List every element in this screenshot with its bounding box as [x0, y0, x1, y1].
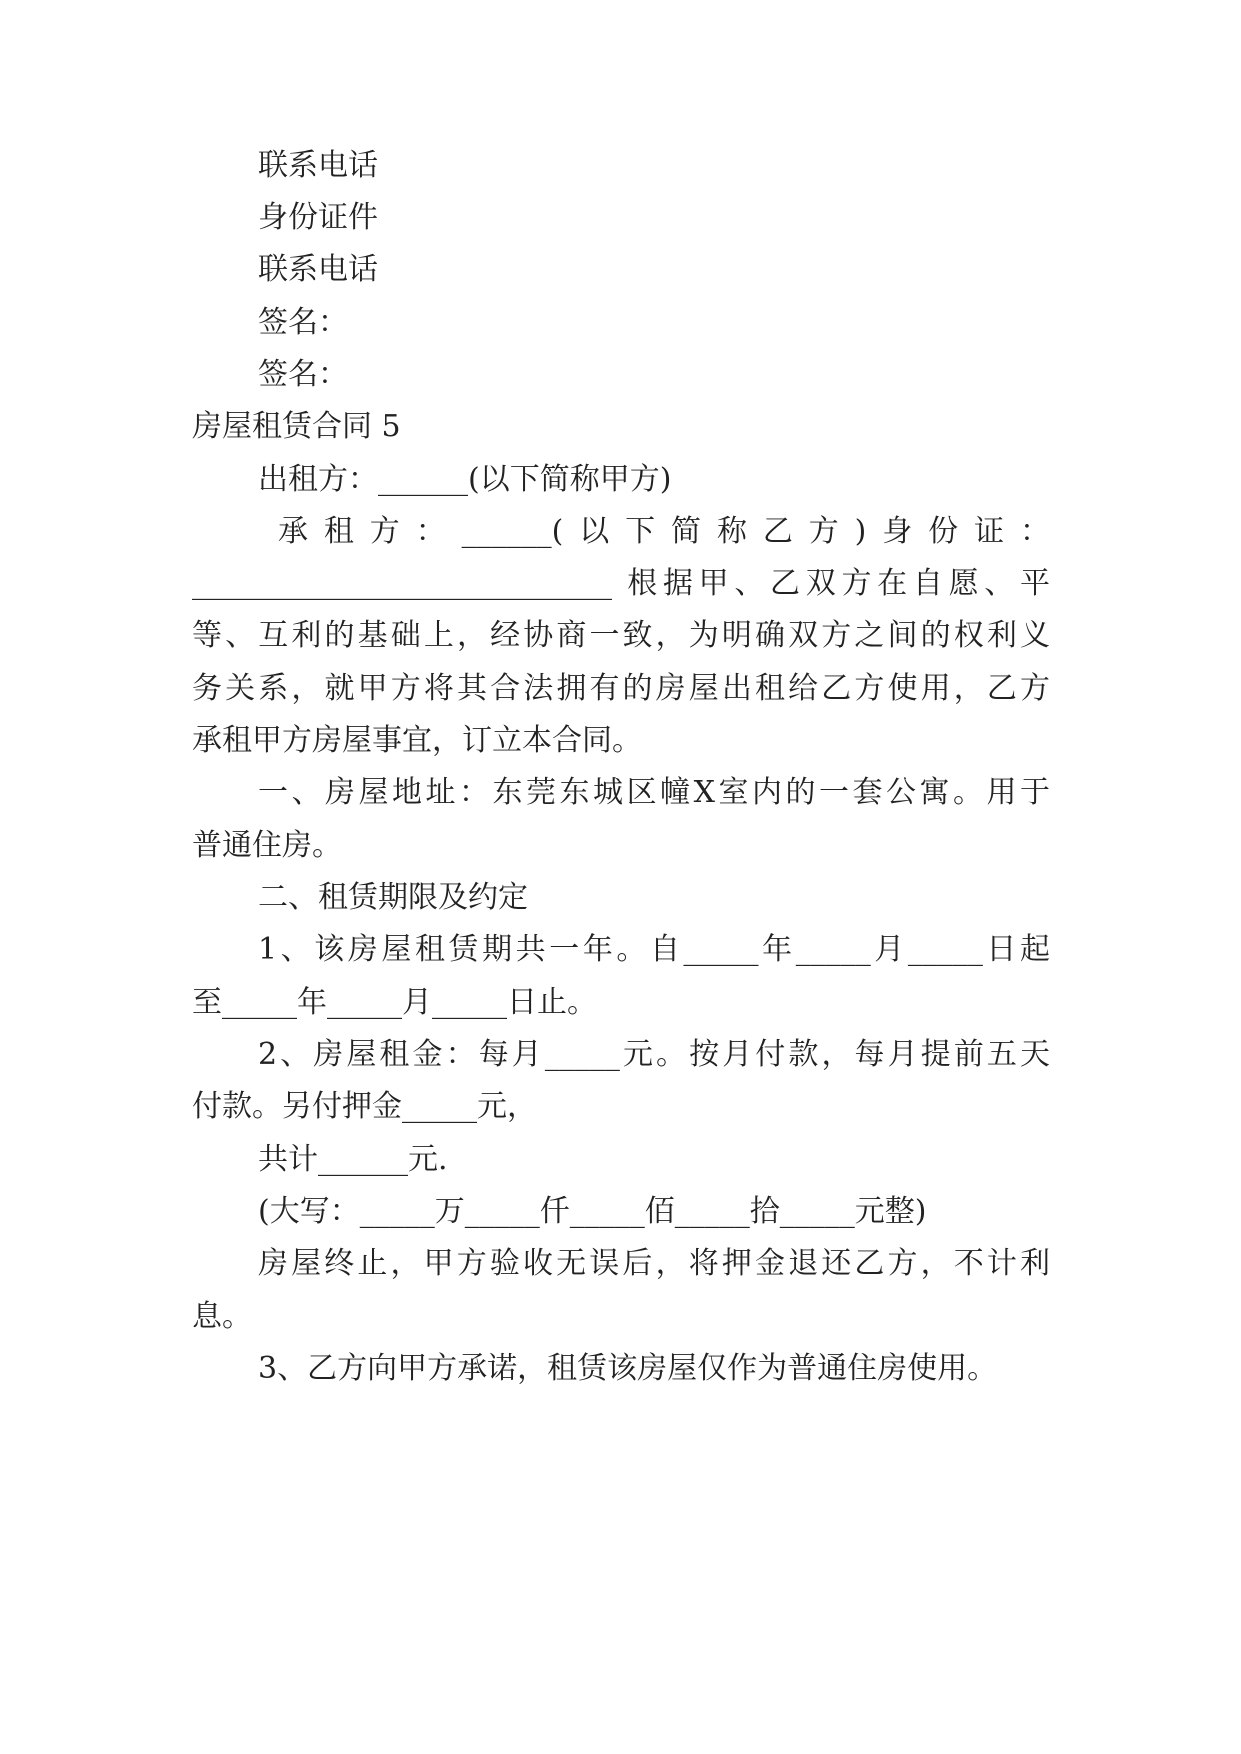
clause-rent: 2、房屋租金：每月_____元。按月付款，每月提前五天	[258, 1037, 1050, 1072]
body-line: 务关系，就甲方将其合法拥有的房屋出租给乙方使用，乙方	[192, 671, 1050, 706]
clause-term-1: 1、该房屋租赁期共一年。自_____年_____月_____日起	[258, 932, 1050, 967]
clause-use-promise: 3、乙方向甲方承诺，租赁该房屋仅作为普通住房使用。	[258, 1351, 998, 1386]
signature-label: 签名：	[258, 305, 348, 340]
signature-label-2: 签名：	[258, 357, 348, 392]
lessee-line: 承租方：______(以下简称乙方)身份证：	[278, 514, 1050, 549]
amount-in-words-line: (大写：_____万_____仟_____佰_____拾_____元整)	[258, 1194, 927, 1229]
contact-phone-label-2: 联系电话	[258, 252, 378, 287]
clause-rent-cont: 付款。另付押金_____元，	[192, 1089, 537, 1124]
clause-address-cont: 普通住房。	[192, 828, 342, 863]
lessor-line: 出租方：______(以下简称甲方)	[258, 462, 672, 497]
section-title: 房屋租赁合同 5	[192, 409, 401, 444]
clause-term-1-cont: 至_____年_____月_____日止。	[192, 985, 597, 1020]
clause-address: 一、房屋地址：东莞东城区幢X室内的一套公寓。用于	[258, 775, 1050, 810]
deposit-return-line: 房屋终止，甲方验收无误后，将押金退还乙方，不计利	[258, 1246, 1050, 1281]
id-document-label: 身份证件	[258, 200, 378, 235]
body-line: 等、互利的基础上，经协商一致，为明确双方之间的权利义	[192, 618, 1050, 653]
clause-term-heading: 二、租赁期限及约定	[258, 880, 528, 915]
body-line: ____________________________ 根据甲、乙双方在自愿、平	[192, 566, 1050, 601]
total-amount-line: 共计______元.	[258, 1142, 448, 1177]
contact-phone-label: 联系电话	[258, 148, 378, 183]
deposit-return-cont: 息。	[192, 1299, 252, 1334]
body-line: 承租甲方房屋事宜，订立本合同。	[192, 723, 642, 758]
